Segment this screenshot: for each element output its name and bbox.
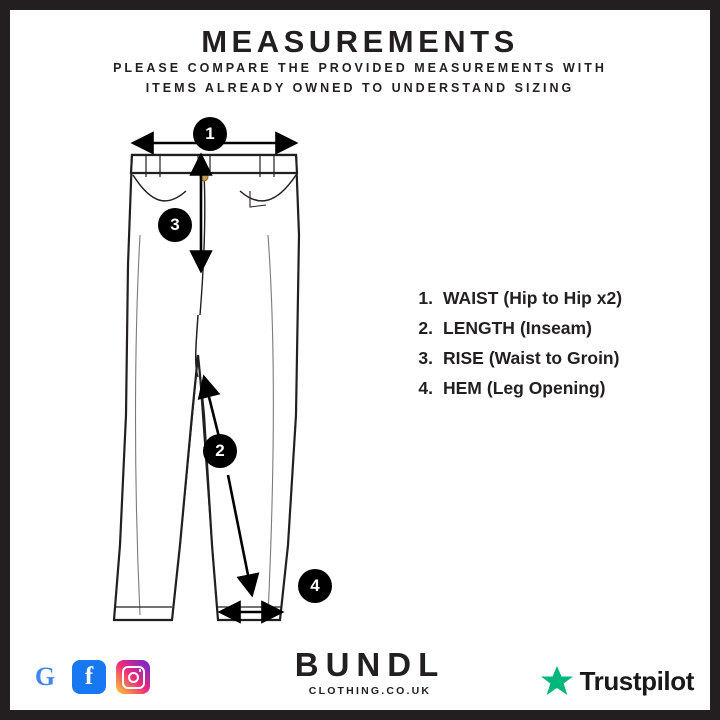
badge-hem: 4 xyxy=(298,569,332,603)
subtitle-line-1: PLEASE COMPARE THE PROVIDED MEASUREMENTS WITH xyxy=(113,61,607,75)
legend-term: LENGTH xyxy=(443,318,515,338)
legend-description: (Inseam) xyxy=(519,318,592,338)
legend-description: (Leg Opening) xyxy=(486,378,606,398)
legend-description: (Waist to Groin) xyxy=(488,348,620,368)
legend-description: (Hip to Hip x2) xyxy=(503,288,623,308)
badge-waist: 1 xyxy=(193,117,227,151)
legend-term: HEM xyxy=(443,378,482,398)
trustpilot-label: Trustpilot xyxy=(579,665,694,696)
subtitle-line-2: ITEMS ALREADY OWNED TO UNDERSTAND SIZING xyxy=(145,81,575,95)
facebook-glyph: f xyxy=(84,663,94,690)
brand-website: CLOTHING.CO.UK xyxy=(308,685,432,697)
badge-length: 2 xyxy=(203,434,237,468)
legend-number: 2. xyxy=(418,318,433,338)
brand-name: BUNDL xyxy=(294,646,446,683)
legend-number: 1. xyxy=(418,288,433,308)
legend-term: WAIST xyxy=(443,288,499,308)
legend-number: 4. xyxy=(418,378,433,398)
google-glyph: G xyxy=(34,662,56,691)
legend-number: 3. xyxy=(418,348,433,368)
badge-rise: 3 xyxy=(158,208,192,242)
legend-term: RISE xyxy=(443,348,484,368)
page-title: MEASUREMENTS xyxy=(201,24,519,59)
